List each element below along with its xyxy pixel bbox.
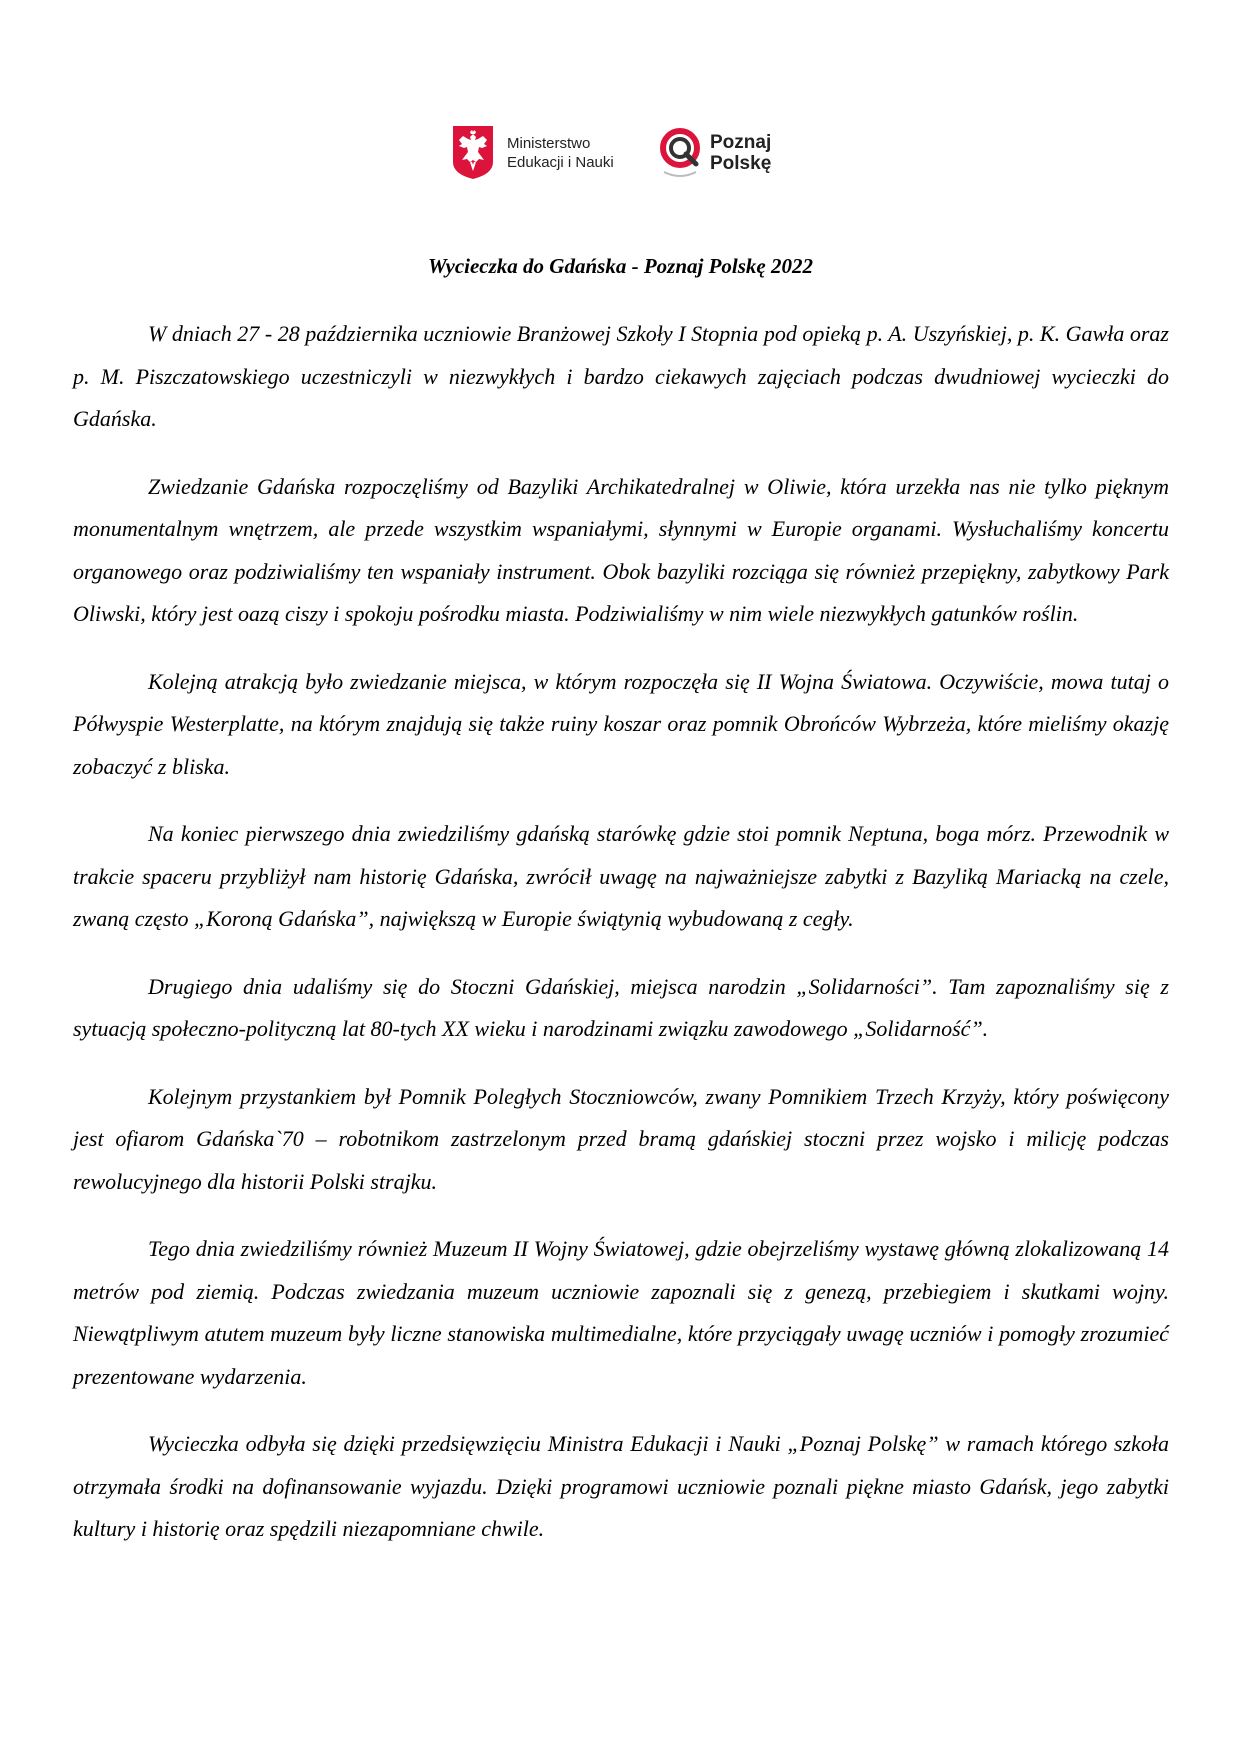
paragraph: Wycieczka odbyła się dzięki przedsięwzięciu Ministra Edukacji i Nauki „Poznaj Polskę” w ramach którego szkoła otrzymała środki na dofinansowanie wyjazdu. Dzięki programowi uczniowie poznali piękne miasto Gdańsk, jego zabytki kultury i historię oraz spędzili niezapomniane chwile. xyxy=(73,1431,1169,1541)
ministry-logo xyxy=(451,124,631,180)
paragraph: Tego dnia zwiedziliśmy również Muzeum II Wojny Światowej, gdzie obejrzeliśmy wystawę główną zlokalizowaną 14 metrów pod ziemią. Podczas zwiedzania muzeum uczniowie zapoznali się z genezą, przebiegiem i skutkami wojny. Niewątpliwym atutem muzeum były liczne stanowiska multimedialne, które przyciągały uwagę uczniów i pomogły zrozumieć prezentowane wydarzenia. xyxy=(73,1236,1169,1389)
poznaj-polske-line2: Polskę xyxy=(710,153,772,174)
ministry-name xyxy=(507,134,614,172)
article-body xyxy=(73,313,1169,1576)
header-logos xyxy=(0,118,1241,188)
document-title: Wycieczka do Gdańska - Poznaj Polskę 2022 xyxy=(428,254,813,278)
paragraph: Na koniec pierwszego dnia zwiedziliśmy gdańską starówkę gdzie stoi pomnik Neptuna, boga mórz. Przewodnik w trakcie spaceru przybliżył nam historię Gdańska, zwrócił uwagę na najważniejsze zabytki z Bazyliką Mariacką na czele, zwaną często „Koroną Gdańska”, największą w Europie świątynią wybudowaną z cegły. xyxy=(73,821,1169,931)
paragraph: Kolejną atrakcją było zwiedzanie miejsca, w którym rozpoczęła się II Wojna Światowa. Oczywiście, mowa tutaj o Półwyspie Westerplatte, na którym znajdują się także ruiny koszar oraz pomnik Obrońców Wybrzeża, które mieliśmy okazję zobaczyć z bliska. xyxy=(73,668,1169,779)
paragraph: Drugiego dnia udaliśmy się do Stoczni Gdańskiej, miejsca narodzin „Solidarności”. Tam zapoznaliśmy się z sytuacją społeczno-polityczną lat 80-tych XX wieku i narodzinami związku zawodowego „Solidarność”. xyxy=(73,973,1169,1041)
ministry-name-line1: Ministerstwo xyxy=(507,135,591,152)
poznaj-polske-line1: Poznaj xyxy=(710,132,772,153)
poznaj-polske-name xyxy=(710,132,771,174)
poznaj-polske-icon xyxy=(656,124,706,184)
polish-eagle-emblem-icon xyxy=(451,124,495,180)
paragraph: Zwiedzanie Gdańska rozpoczęliśmy od Bazyliki Archikatedralnej w Oliwie, która urzekła nas nie tylko pięknym monumentalnym wnętrzem, ale przede wszystkim wspaniałymi, słynnymi w Europie organami. Wysłuchaliśmy koncertu organowego oraz podziwialiśmy ten wspaniały instrument. Obok bazyliki rozciąga się również przepiękny, zabytkowy Park Oliwski, który jest oazą ciszy i spokoju pośrodku miasta. Podziwialiśmy w nim wiele niezwykłych gatunków roślin. xyxy=(73,473,1169,626)
ministry-name-line2: Edukacji i Nauki xyxy=(507,154,614,171)
paragraph: W dniach 27 - 28 października uczniowie Branżowej Szkoły I Stopnia pod opieką p. A. Uszyńskiej, p. K. Gawła oraz p. M. Piszczatowskiego uczestniczyli w niezwykłych i bardzo ciekawych zajęciach podczas dwudniowej wycieczki do Gdańska. xyxy=(73,321,1169,431)
poznaj-polske-logo xyxy=(656,124,796,184)
paragraph: Kolejnym przystankiem był Pomnik Poległych Stoczniowców, zwany Pomnikiem Trzech Krzyży, który poświęcony jest ofiarom Gdańska`70 – robotnikom zastrzelonym przed bramą gdańskiej stoczni przez wojsko i milicję podczas rewolucyjnego dla historii Polski strajku. xyxy=(73,1083,1169,1194)
